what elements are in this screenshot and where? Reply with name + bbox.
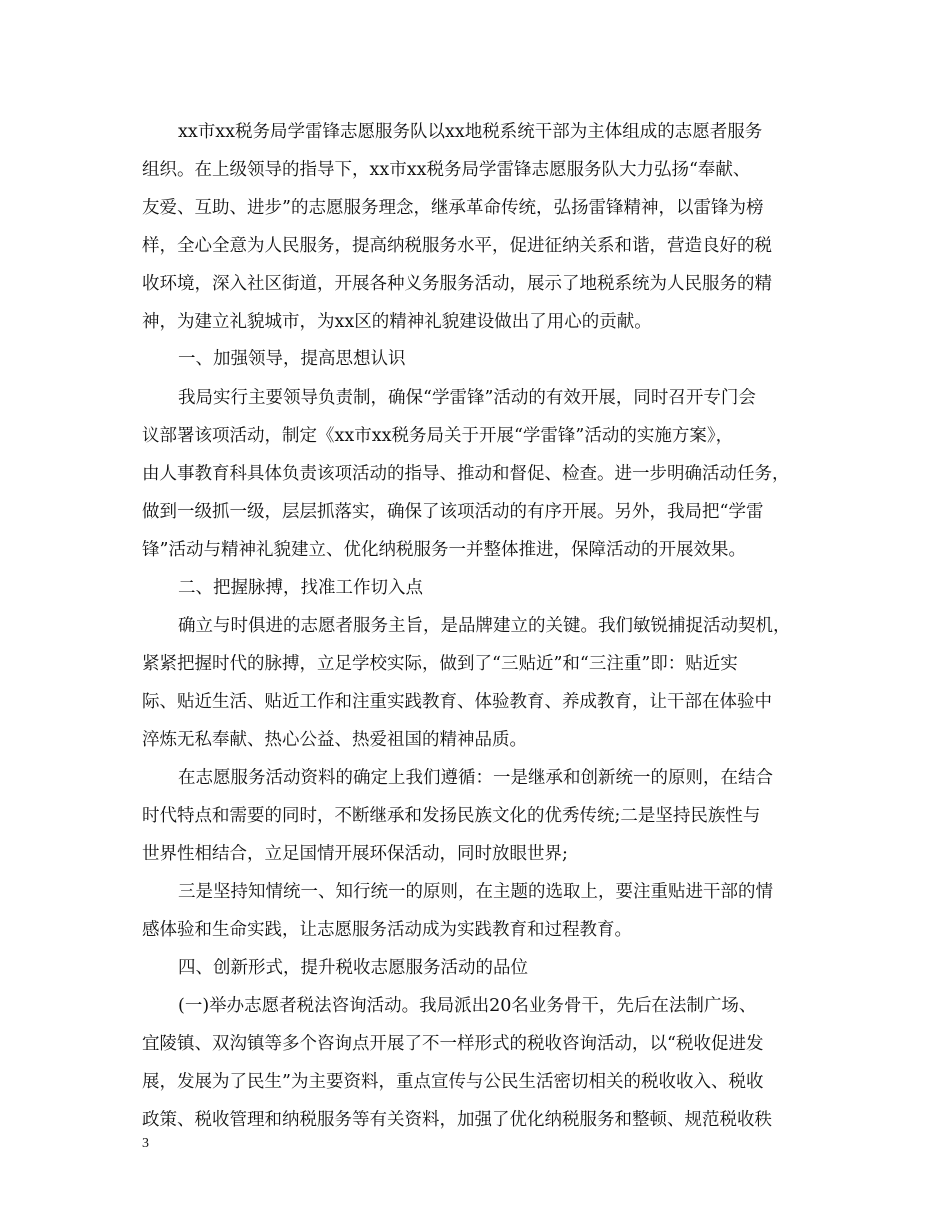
page-number: 3 (142, 1136, 149, 1151)
paragraph-line: 确立与时俱进的志愿者服务主旨，是品牌建立的关键。我们敏锐捕捉活动契机， (178, 616, 791, 636)
paragraph-line: 由人事教育科具体负责该项活动的指导、推动和督促、检查。进一步明确活动任务， (142, 464, 790, 484)
paragraph-line: 紧紧把握时代的脉搏，立足学校实际，做到了“三贴近”和“三注重”即：贴近实 (142, 654, 738, 674)
paragraph-line: (一)举办志愿者税法咨询活动。我局派出20名业务骨干，先后在法制广场、 (178, 996, 757, 1016)
paragraph-line: 世界性相结合，立足国情开展环保活动，同时放眼世界; (142, 844, 568, 864)
paragraph-line: 样，全心全意为人民服务，提高纳税服务水平，促进征纳关系和谐，营造良好的税 (142, 236, 772, 256)
paragraph-line: xx市xx税务局学雷锋志愿服务队以xx地税系统干部为主体组成的志愿者服务 (178, 122, 763, 142)
paragraph-line: 锋”活动与精神礼貌建立、优化纳税服务一并整体推进，保障活动的开展效果。 (142, 540, 746, 560)
paragraph-line: 议部署该项活动，制定《xx市xx税务局关于开展“学雷锋”活动的实施方案》， (142, 426, 734, 446)
paragraph-line: 际、贴近生活、贴近工作和注重实践教育、体验教育、养成教育，让干部在体验中 (142, 692, 772, 712)
paragraph-line: 组织。在上级领导的指导下，xx市xx税务局学雷锋志愿服务队大力弘扬“奉献、 (142, 160, 751, 180)
section-heading: 四、创新形式，提升税收志愿服务活动的品位 (178, 958, 528, 978)
section-heading: 二、把握脉搏，找准工作切入点 (178, 578, 423, 598)
paragraph-line: 收环境，深入社区街道，开展各种义务服务活动，展示了地税系统为人民服务的精 (142, 274, 772, 294)
paragraph-line: 淬炼无私奉献、热心公益、热爱祖国的精神品质。 (142, 730, 527, 750)
paragraph-line: 政策、税收管理和纳税服务等有关资料，加强了优化纳税服务和整顿、规范税收秩 (142, 1110, 772, 1130)
paragraph-line: 在志愿服务活动资料的确定上我们遵循：一是继承和创新统一的原则，在结合 (178, 768, 773, 788)
paragraph-line: 我局实行主要领导负责制，确保“学雷锋”活动的有效开展，同时召开专门会 (178, 388, 756, 408)
section-heading: 一、加强领导，提高思想认识 (178, 349, 406, 369)
paragraph-line: 宜陵镇、双沟镇等多个咨询点开展了不一样形式的税收咨询活动，以“税收促进发 (142, 1034, 764, 1054)
paragraph-line: 时代特点和需要的同时，不断继承和发扬民族文化的优秀传统;二是坚持民族性与 (142, 806, 761, 826)
paragraph-line: 展，发展为了民生”为主要资料，重点宣传与公民生活密切相关的税收收入、税收 (142, 1072, 764, 1092)
paragraph-line: 友爱、互助、进步”的志愿服务理念，继承革命传统，弘扬雷锋精神，以雷锋为榜 (142, 198, 764, 218)
paragraph-line: 神，为建立礼貌城市，为xx区的精神礼貌建设做出了用心的贡献。 (142, 312, 652, 332)
paragraph-line: 做到一级抓一级，层层抓落实，确保了该项活动的有序开展。另外，我局把“学雷 (142, 502, 764, 522)
paragraph-line: 感体验和生命实践，让志愿服务活动成为实践教育和过程教育。 (142, 920, 632, 940)
paragraph-line: 三是坚持知情统一、知行统一的原则，在主题的选取上，要注重贴进干部的情 (178, 882, 773, 902)
